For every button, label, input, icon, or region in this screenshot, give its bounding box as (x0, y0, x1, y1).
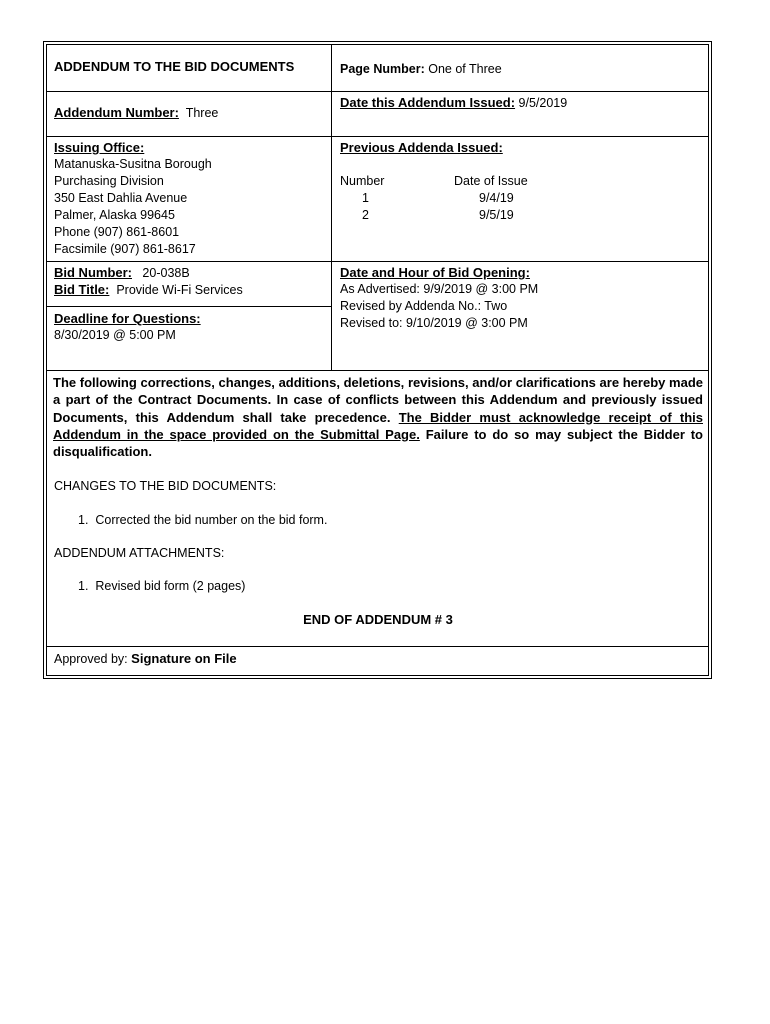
issuing-office-line: Phone (907) 861-8601 (54, 225, 180, 239)
rule-addendum-bottom (46, 136, 709, 137)
previous-addenda-date: 9/4/19 (479, 191, 514, 205)
previous-addenda-number: 1 (362, 191, 369, 205)
previous-addenda-label: Previous Addenda Issued: (340, 140, 503, 155)
deadline-value: 8/30/2019 @ 5:00 PM (54, 328, 176, 342)
attachments-list-item: 1. Revised bid form (2 pages) (78, 579, 246, 593)
issuing-office-line: Matanuska-Susitna Borough (54, 157, 212, 171)
bid-number: Bid Number: 20-038B (54, 265, 190, 280)
end-of-addendum: END OF ADDENDUM # 3 (303, 612, 453, 627)
addendum-intro-paragraph: The following corrections, changes, additions, deletions, revisions, and/or clarifications are hereby made a part of the Contract Documents. In case of conflicts between this Addendum and previously issued Documents, this Addendum shall take precedence. The Bidder must acknowledge receipt of this Addendum in the space provided on the Submittal Page. Failure to do so may subject the Bidder to disqualification. (53, 375, 704, 460)
page-number: Page Number: One of Three (340, 62, 502, 76)
issuing-office-line: Facsimile (907) 861-8617 (54, 242, 196, 256)
issuing-office-line: 350 East Dahlia Avenue (54, 191, 188, 205)
bid-opening-revised-by: Revised by Addenda No.: Two (340, 299, 508, 313)
bid-opening-advertised: As Advertised: 9/9/2019 @ 3:00 PM (340, 282, 539, 296)
rule-bid-title-bottom (46, 306, 331, 307)
addendum-number: Addendum Number: Three (54, 105, 219, 120)
acknowledge-receipt-notice: The Bidder must acknowledge receipt of this Addendum in the space provided on the Submittal Page. (53, 409, 703, 442)
deadline-label: Deadline for Questions: (54, 311, 201, 326)
column-divider (331, 44, 332, 370)
previous-addenda-date: 9/5/19 (479, 208, 514, 222)
previous-addenda-col-date: Date of Issue (454, 174, 528, 188)
issuing-office-label: Issuing Office: (54, 140, 145, 155)
changes-heading: CHANGES TO THE BID DOCUMENTS: (54, 479, 277, 493)
rule-header-bottom (46, 91, 709, 92)
date-issued: Date this Addendum Issued: 9/5/2019 (340, 95, 568, 110)
approved-by: Approved by: Signature on File (54, 651, 237, 666)
previous-addenda-col-number: Number (340, 174, 385, 188)
bid-opening-label: Date and Hour of Bid Opening: (340, 265, 530, 280)
issuing-office-line: Palmer, Alaska 99645 (54, 208, 175, 222)
changes-list-item: 1. Corrected the bid number on the bid form. (78, 513, 328, 527)
rule-office-bottom (46, 261, 709, 262)
issuing-office-line: Purchasing Division (54, 174, 164, 188)
attachments-heading: ADDENDUM ATTACHMENTS: (54, 546, 225, 560)
bid-title: Bid Title: Provide Wi-Fi Services (54, 282, 243, 297)
form-title: ADDENDUM TO THE BID DOCUMENTS (54, 59, 295, 74)
rule-body-bottom (46, 646, 709, 647)
bid-opening-revised-to: Revised to: 9/10/2019 @ 3:00 PM (340, 316, 528, 330)
rule-deadline-bottom (46, 370, 709, 371)
previous-addenda-number: 2 (362, 208, 369, 222)
